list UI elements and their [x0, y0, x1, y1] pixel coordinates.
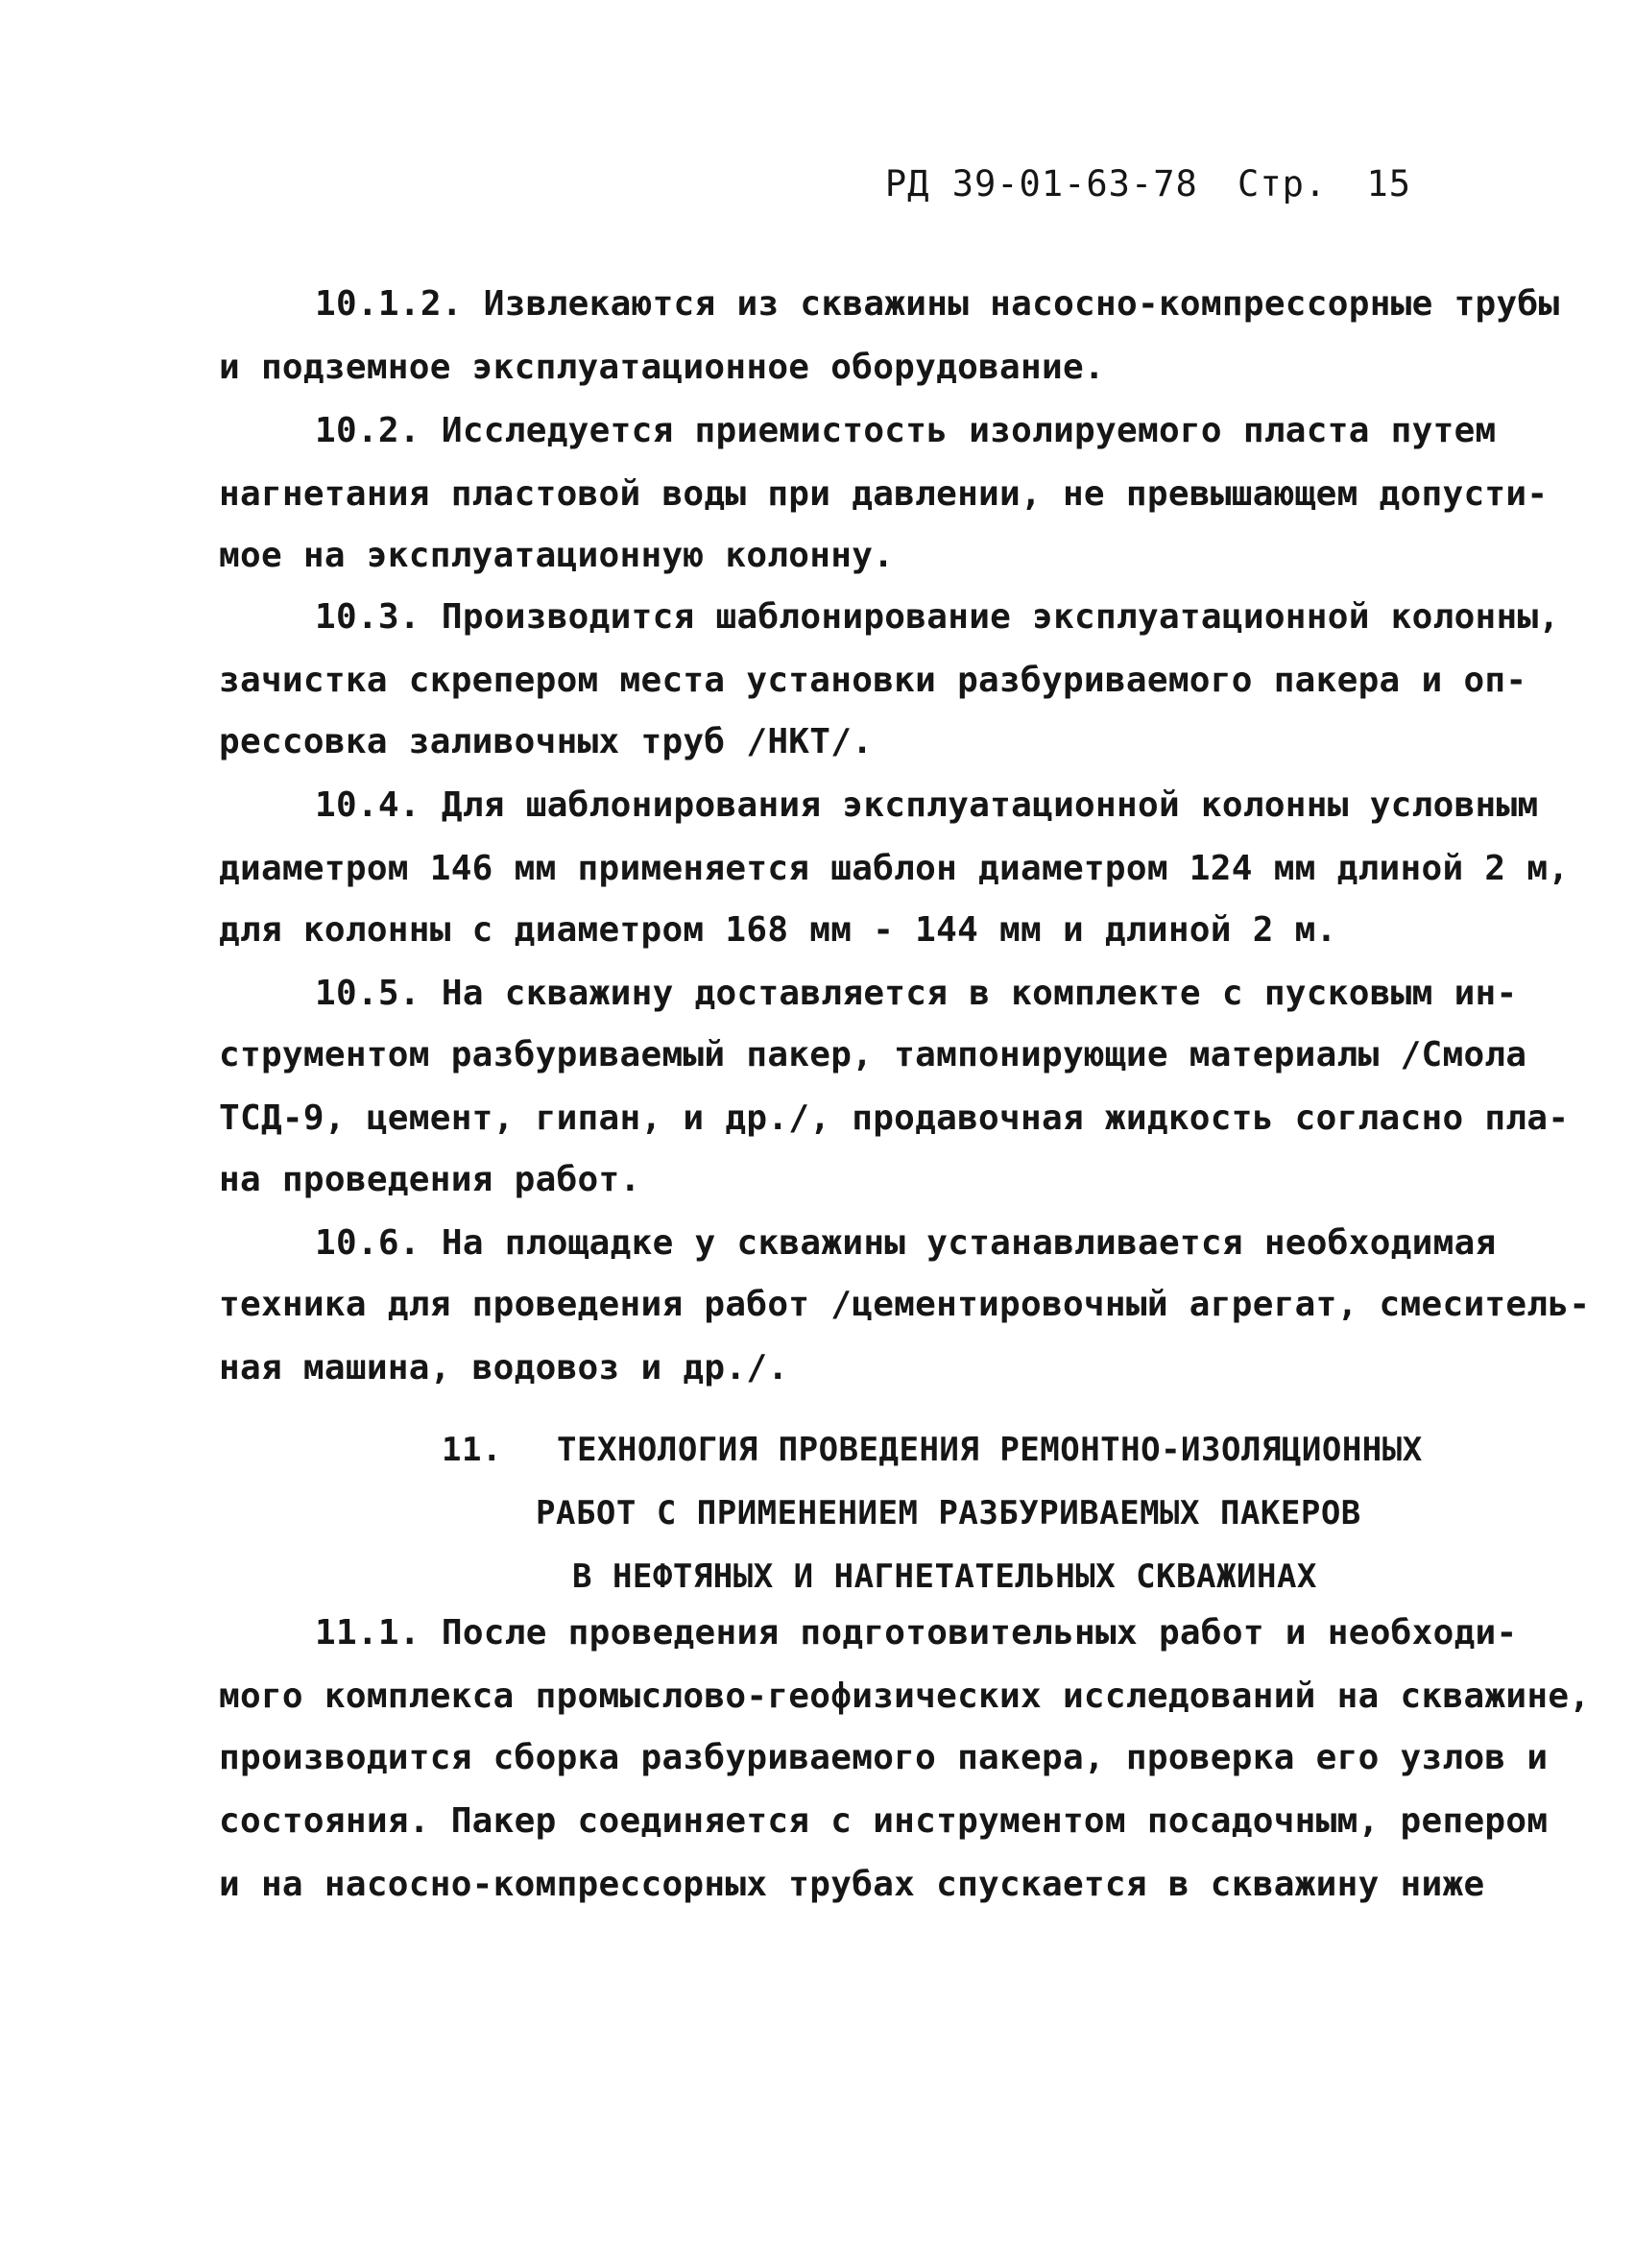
- paragraph-10-3-line-1: 10.3. Производится шаблонирование эксплуатационной колонны,: [315, 597, 1560, 637]
- paragraph-10-2-line-2: нагнетания пластовой воды при давлении, не превышающем допусти-: [219, 474, 1549, 514]
- paragraph-10-3-line-3: рессовка заливочных труб /НКТ/.: [219, 722, 874, 761]
- paragraph-10-3-line-2: зачистка скрепером места установки разбуриваемого пакера и оп-: [219, 661, 1527, 700]
- paragraph-10-5-line-4: на проведения работ.: [219, 1160, 641, 1199]
- section-title-line-2: РАБОТ С ПРИМЕНЕНИЕМ РАЗБУРИВАЕМЫХ ПАКЕРОВ: [536, 1494, 1361, 1532]
- paragraph-10-6-line-2: техника для проведения работ /цементировочный агрегат, смеситель-: [219, 1285, 1591, 1324]
- page-header: [885, 163, 1411, 205]
- section-title-line-1: ТЕХНОЛОГИЯ ПРОВЕДЕНИЯ РЕМОНТНО-ИЗОЛЯЦИОННЫХ: [557, 1431, 1423, 1469]
- page-number: 15: [1366, 163, 1411, 205]
- paragraph-10-2-line-1: 10.2. Исследуется приемистость изолируемого пласта путем: [315, 411, 1497, 450]
- paragraph-10-4-line-2: диаметром 146 мм применяется шаблон диаметром 124 мм длиной 2 м,: [219, 849, 1570, 888]
- paragraph-10-1-2-line-1: 10.1.2. Извлекаются из скважины насосно-компрессорные трубы: [315, 284, 1560, 324]
- paragraph-10-5-line-2: струментом разбуриваемый пакер, тампонирующие материалы /Смола: [219, 1035, 1527, 1074]
- paragraph-10-6-line-3: ная машина, водовоз и др./.: [219, 1348, 789, 1387]
- paragraph-10-5-line-3: ТСД-9, цемент, гипан, и др./, продавочная жидкость согласно пла-: [219, 1098, 1570, 1138]
- paragraph-10-4-line-1: 10.4. Для шаблонирования эксплуатационной колонны условным: [315, 785, 1539, 825]
- section-number: 11.: [442, 1431, 502, 1469]
- paragraph-11-1-line-2: мого комплекса промыслово-геофизических исследований на скважине,: [219, 1677, 1591, 1716]
- paragraph-10-1-2-line-2: и подземное эксплуатационное оборудование.: [219, 348, 1105, 387]
- paragraph-11-1-line-1: 11.1. После проведения подготовительных работ и необходи-: [315, 1613, 1518, 1653]
- section-heading-line-1: [442, 1431, 1423, 1469]
- paragraph-11-1-line-3: производится сборка разбуриваемого пакера, проверка его узлов и: [219, 1738, 1549, 1777]
- section-title-line-3: В НЕФТЯНЫХ И НАГНЕТАТЕЛЬНЫХ СКВАЖИНАХ: [572, 1557, 1317, 1596]
- document-code: РД 39-01-63-78: [884, 163, 1198, 205]
- paragraph-10-5-line-1: 10.5. На скважину доставляется в комплекте с пусковым ин-: [315, 974, 1518, 1013]
- page-label: Стр.: [1238, 163, 1328, 205]
- paragraph-10-4-line-3: для колонны с диаметром 168 мм - 144 мм и длиной 2 м.: [219, 910, 1337, 950]
- paragraph-10-2-line-3: мое на эксплуатационную колонну.: [219, 536, 895, 575]
- paragraph-11-1-line-5: и на насосно-компрессорных трубах спускается в скважину ниже: [219, 1865, 1485, 1904]
- paragraph-10-6-line-1: 10.6. На площадке у скважины устанавливается необходимая: [315, 1223, 1497, 1263]
- paragraph-11-1-line-4: состояния. Пакер соединяется с инструментом посадочным, репером: [219, 1801, 1549, 1841]
